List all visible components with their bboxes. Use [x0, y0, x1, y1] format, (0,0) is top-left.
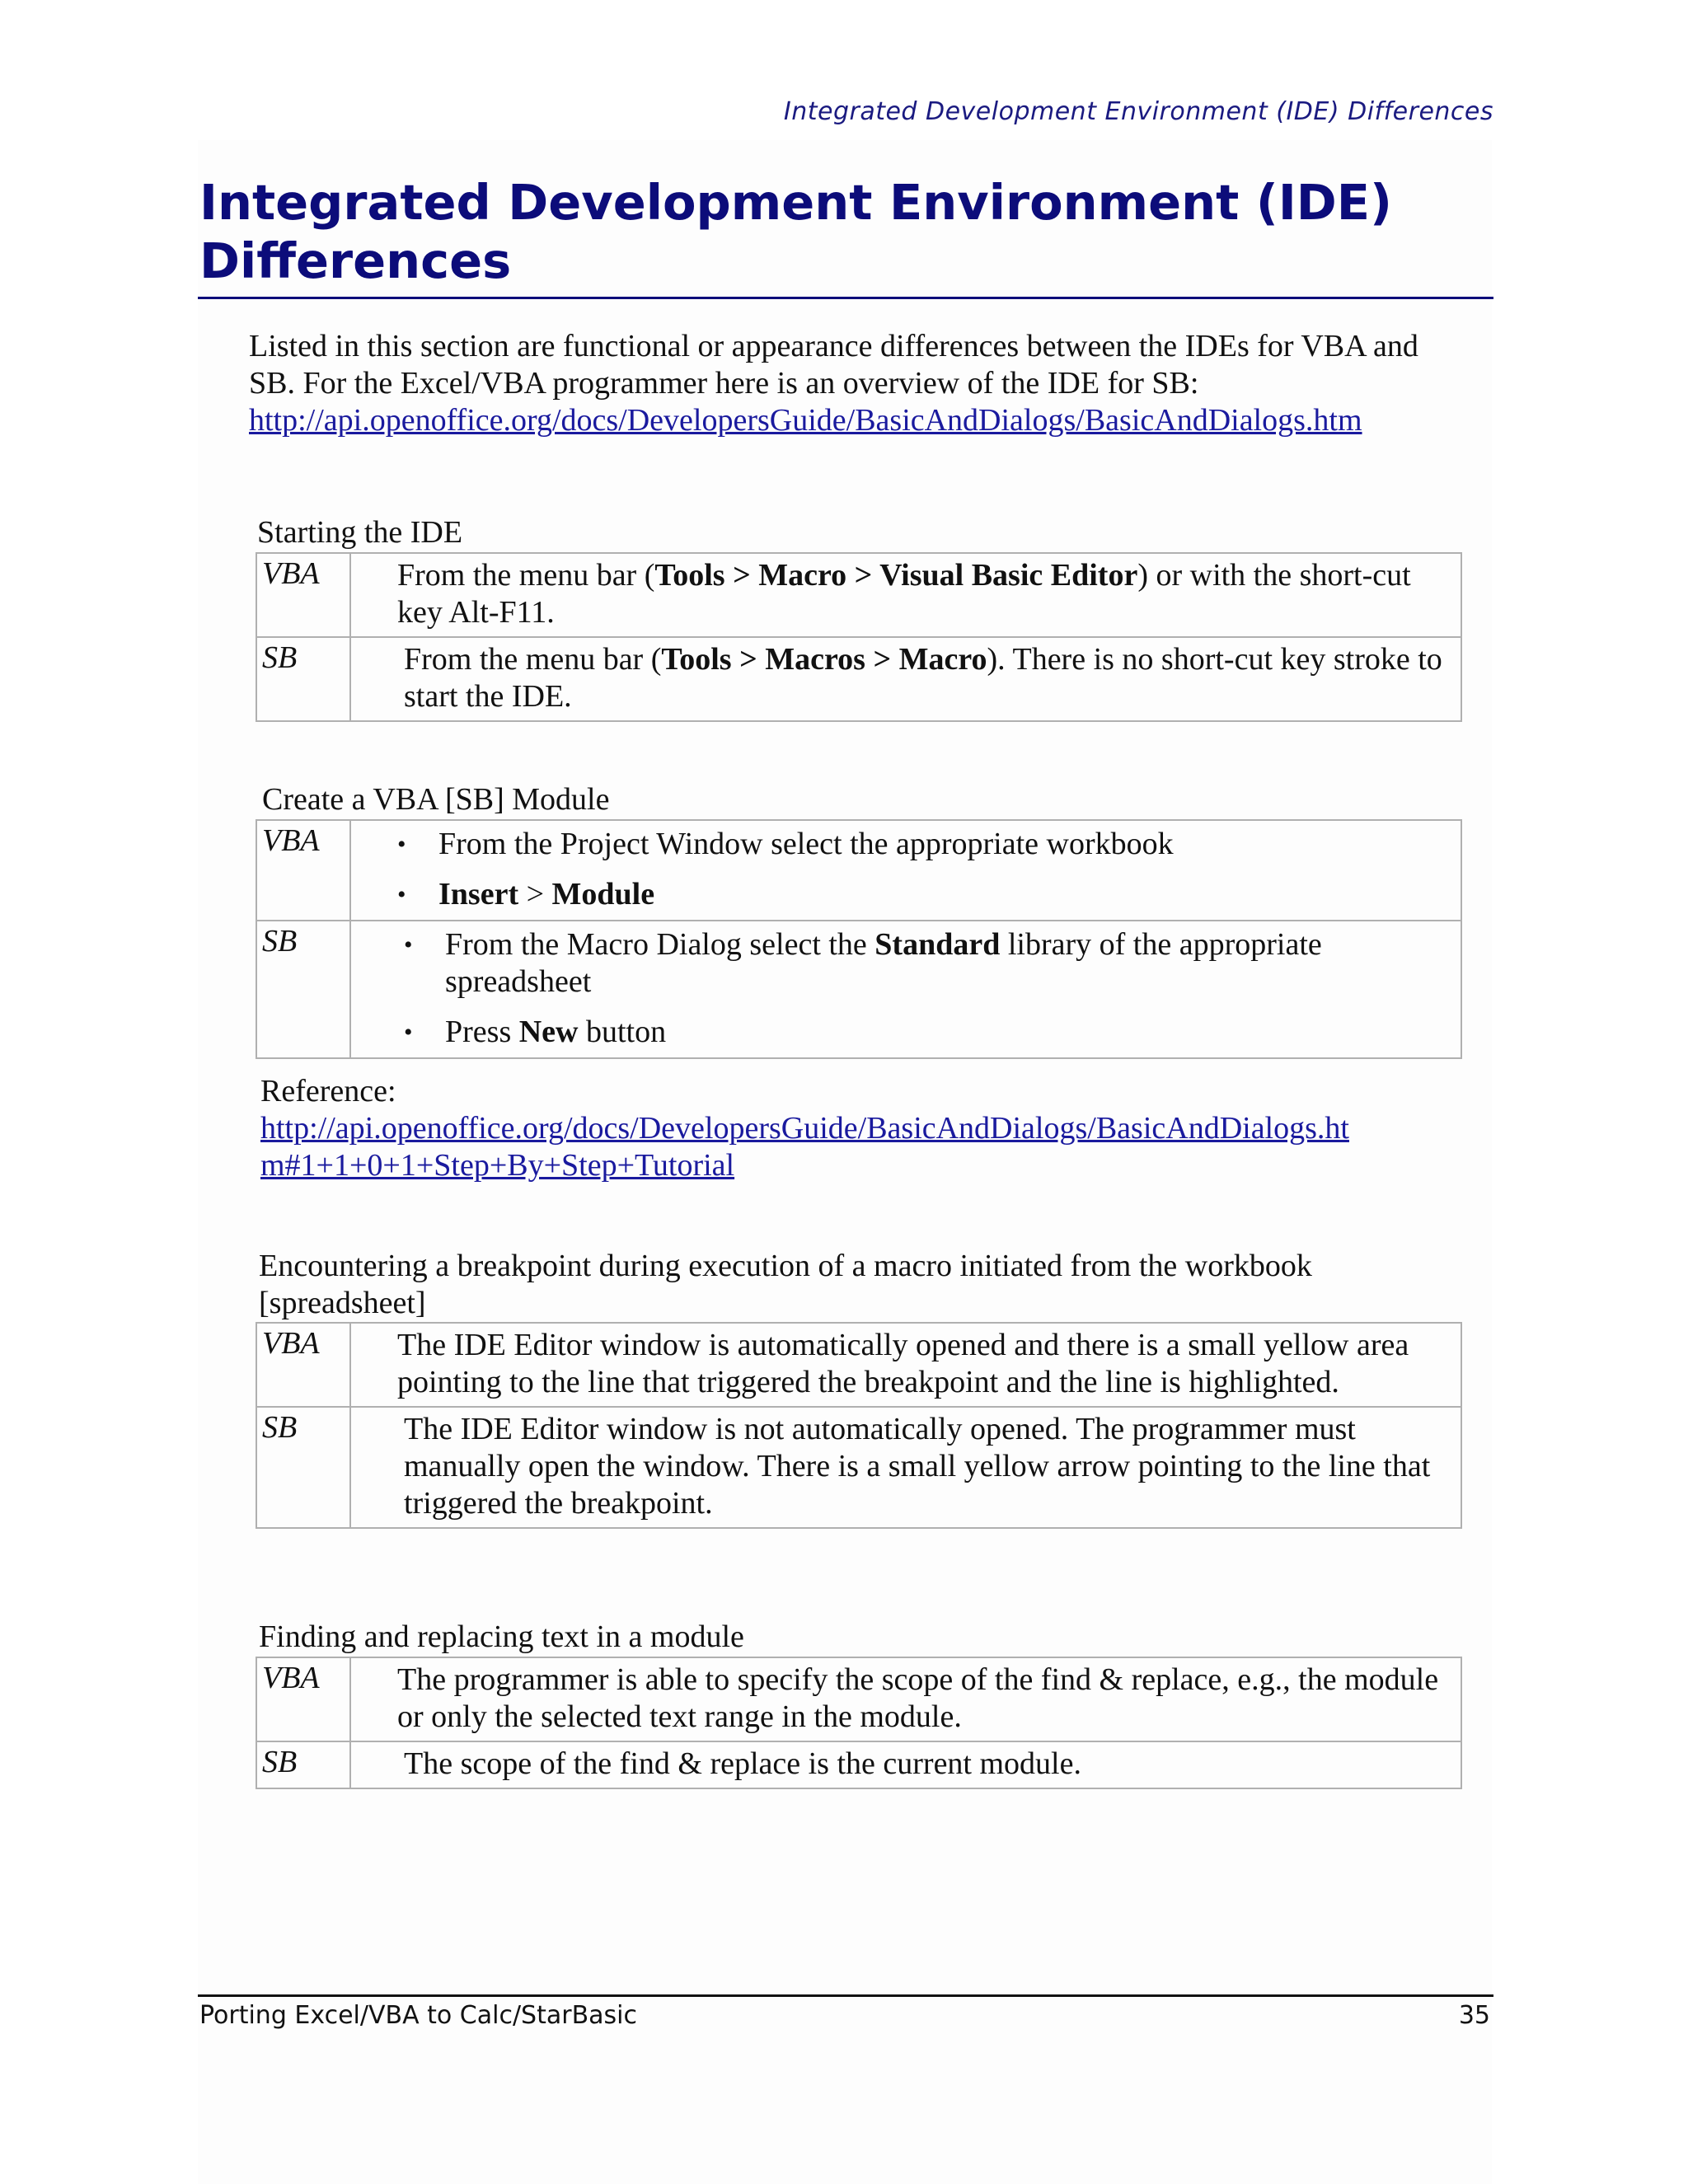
page-title-line2: Differences — [199, 232, 512, 289]
table-row — [256, 921, 1461, 1058]
list-item: • Press New button — [404, 1015, 667, 1049]
section-caption-starting-ide: Starting the IDE — [257, 515, 463, 550]
table-row — [256, 1741, 1461, 1788]
list-item: • Insert > Module — [397, 877, 655, 912]
list-item: • From the Project Window select the appropriate workbook — [397, 827, 1174, 861]
row-text-vba — [350, 820, 1461, 921]
row-label-sb: SB — [256, 637, 350, 721]
table-row — [256, 820, 1461, 921]
footer-rule — [198, 1994, 1493, 1997]
row-label-vba: VBA — [256, 820, 350, 921]
row-label-vba: VBA — [256, 553, 350, 637]
row-label-sb: SB — [256, 1407, 350, 1528]
bullet-icon: • — [404, 1019, 413, 1046]
intro-line1: Listed in this section are functional or appearance differences between the IDEs for VBA and — [249, 329, 1418, 363]
row-text-sb — [350, 921, 1461, 1058]
page-title-line1: Integrated Development Environment (IDE) — [199, 174, 1393, 231]
row-text-sb: From the menu bar (Tools > Macros > Macro). There is no short-cut key stroke to start the IDE. — [350, 637, 1461, 721]
bullet-icon: • — [397, 831, 406, 858]
table-row — [256, 1323, 1461, 1407]
footer-title: Porting Excel/VBA to Calc/StarBasic — [199, 2001, 638, 2030]
table-create-module — [256, 819, 1462, 1059]
intro-link[interactable]: http://api.openoffice.org/docs/DevelopersGuide/BasicAndDialogs/BasicAndDialogs.htm — [249, 403, 1362, 438]
row-text-sb: The scope of the find & replace is the current module. — [350, 1741, 1461, 1788]
row-text-vba: From the menu bar (Tools > Macro > Visual Basic Editor) or with the short-cut key Alt-F11. — [350, 553, 1461, 637]
reference-block — [260, 1073, 1464, 1184]
table-row — [256, 1657, 1461, 1741]
section-caption-breakpoint: Encountering a breakpoint during execution of a macro initiated from the workbook [spreadsheet] — [259, 1249, 1312, 1320]
reference-link[interactable]: http://api.openoffice.org/docs/DevelopersGuide/BasicAndDialogs/BasicAndDialogs.ht m#1+1+0+1+Step+By+Step+Tutorial — [260, 1111, 1349, 1183]
page-title — [199, 173, 1493, 290]
intro-paragraph — [249, 328, 1502, 439]
table-row — [256, 1407, 1461, 1528]
table-find-replace — [256, 1657, 1462, 1789]
title-underline — [198, 297, 1493, 299]
row-label-sb: SB — [256, 1741, 350, 1788]
reference-label: Reference: — [260, 1074, 396, 1108]
row-text-vba: The programmer is able to specify the scope of the find & replace, e.g., the module or only the selected text range in the module. — [350, 1657, 1461, 1741]
table-breakpoint — [256, 1322, 1462, 1529]
intro-line2: SB. For the Excel/VBA programmer here is an overview of the IDE for SB: — [249, 366, 1199, 401]
row-text-vba: The IDE Editor window is automatically opened and there is a small yellow area pointing to the line that triggered the breakpoint and the line is highlighted. — [350, 1323, 1461, 1407]
table-row — [256, 553, 1461, 637]
running-header: Integrated Development Environment (IDE) Differences — [783, 97, 1493, 126]
section-caption-create-module: Create a VBA [SB] Module — [262, 782, 610, 817]
page-number: 35 — [1458, 2001, 1490, 2030]
list-item: • From the Macro Dialog select the Standard library of the appropriate spreadsheet — [404, 927, 1322, 999]
row-text-sb: The IDE Editor window is not automatically opened. The programmer must manually open the window. There is a small yellow arrow pointing to the line that triggered the breakpoint. — [350, 1407, 1461, 1528]
section-caption-find-replace: Finding and replacing text in a module — [259, 1619, 744, 1654]
bullet-icon: • — [404, 931, 413, 958]
table-row — [256, 637, 1461, 721]
table-starting-ide — [256, 552, 1462, 722]
bullet-icon: • — [397, 881, 406, 908]
row-label-sb: SB — [256, 921, 350, 1058]
row-label-vba: VBA — [256, 1323, 350, 1407]
row-label-vba: VBA — [256, 1657, 350, 1741]
